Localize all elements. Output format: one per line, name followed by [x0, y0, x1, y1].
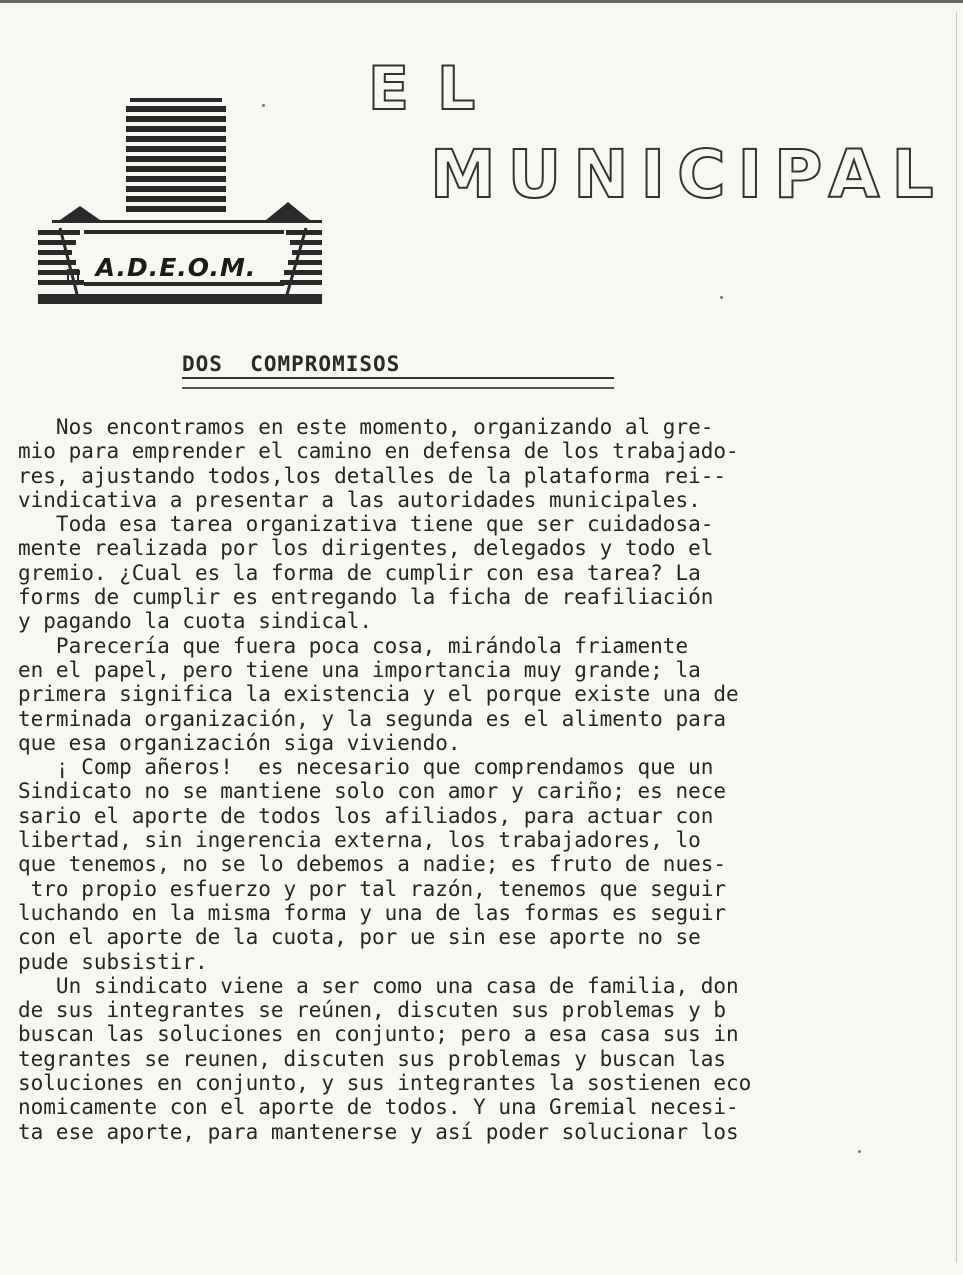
body-line: Toda esa tarea organizativa tiene que ser cuidadosa- — [18, 512, 714, 537]
body-line: Un sindicato viene a ser como una casa de familia, don — [18, 973, 739, 998]
body-line: luchando en la misma forma y una de las formas es seguir — [18, 900, 727, 925]
body-line: ta ese aporte, para mantenerse y así poder solucionar los — [18, 1119, 739, 1144]
masthead-line-1: EL — [368, 54, 504, 124]
body-line: y pagando la cuota sindical. — [18, 609, 373, 634]
body-line: tegrantes se reunen, discuten sus problemas y buscan las — [18, 1046, 727, 1071]
heading-double-rule — [182, 387, 614, 389]
body-line: res, ajustando todos,los detalles de la plataforma rei-- — [18, 463, 727, 488]
paper-speck — [858, 1150, 861, 1153]
article-heading-block — [182, 352, 614, 389]
body-line: terminada organización, y la segunda es el alimento para — [18, 706, 727, 731]
body-line: gremio. ¿Cual es la forma de cumplir con esa tarea? La — [18, 560, 701, 585]
body-line: buscan las soluciones en conjunto; pero a esa casa sus in — [18, 1022, 739, 1047]
right-edge-rule — [956, 12, 957, 1262]
body-line: con el aporte de la cuota, por ue sin ese aporte no se — [18, 925, 701, 950]
body-line: vindicativa a presentar a las autoridades municipales. — [18, 487, 701, 512]
body-line: Sindicato no se mantiene solo con amor y cariño; es nece — [18, 779, 727, 804]
masthead-line-2: MUNICIPAL — [430, 136, 946, 213]
body-line: en el papel, pero tiene una importancia muy grande; la — [18, 657, 701, 682]
body-line: mente realizada por los dirigentes, delegados y todo el — [18, 536, 714, 561]
union-logo — [38, 98, 328, 310]
body-line: que esa organización siga viviendo. — [18, 730, 461, 755]
body-line: tro propio esfuerzo y por tal razón, tenemos que seguir — [18, 876, 727, 901]
paper-speck — [720, 296, 723, 299]
article-body — [18, 415, 888, 1144]
top-edge-rule — [0, 0, 963, 3]
body-line: soluciones en conjunto, y sus integrantes la sostienen eco — [18, 1071, 752, 1096]
body-line: primera significa la existencia y el porque existe una de — [18, 682, 739, 707]
body-line: ¡ Comp añeros! es necesario que comprendamos que un — [18, 755, 714, 780]
body-line: de sus integrantes se reúnen, discuten sus problemas y b — [18, 998, 727, 1023]
paper-speck — [262, 104, 265, 107]
body-line: nomicamente con el aporte de todos. Y una Gremial necesi- — [18, 1095, 739, 1120]
body-line: forms de cumplir es entregando la ficha de reafiliación — [18, 585, 714, 610]
body-line: Nos encontramos en este momento, organizando al gre- — [18, 415, 714, 439]
body-line: mio para emprender el camino en defensa de los trabajado- — [18, 439, 739, 464]
article-heading: DOS COMPROMISOS — [182, 352, 614, 379]
body-line: que tenemos, no se lo debemos a nadie; es fruto de nues- — [18, 852, 727, 877]
body-line: pude subsistir. — [18, 949, 208, 974]
body-line: libertad, sin ingerencia externa, los trabajadores, lo — [18, 828, 701, 853]
body-line: sario el aporte de todos los afiliados, para actuar con — [18, 803, 714, 828]
logo-acronym: A.D.E.O.M. — [95, 253, 257, 282]
body-line: Parecería que fuera poca cosa, mirándola friamente — [18, 633, 689, 658]
